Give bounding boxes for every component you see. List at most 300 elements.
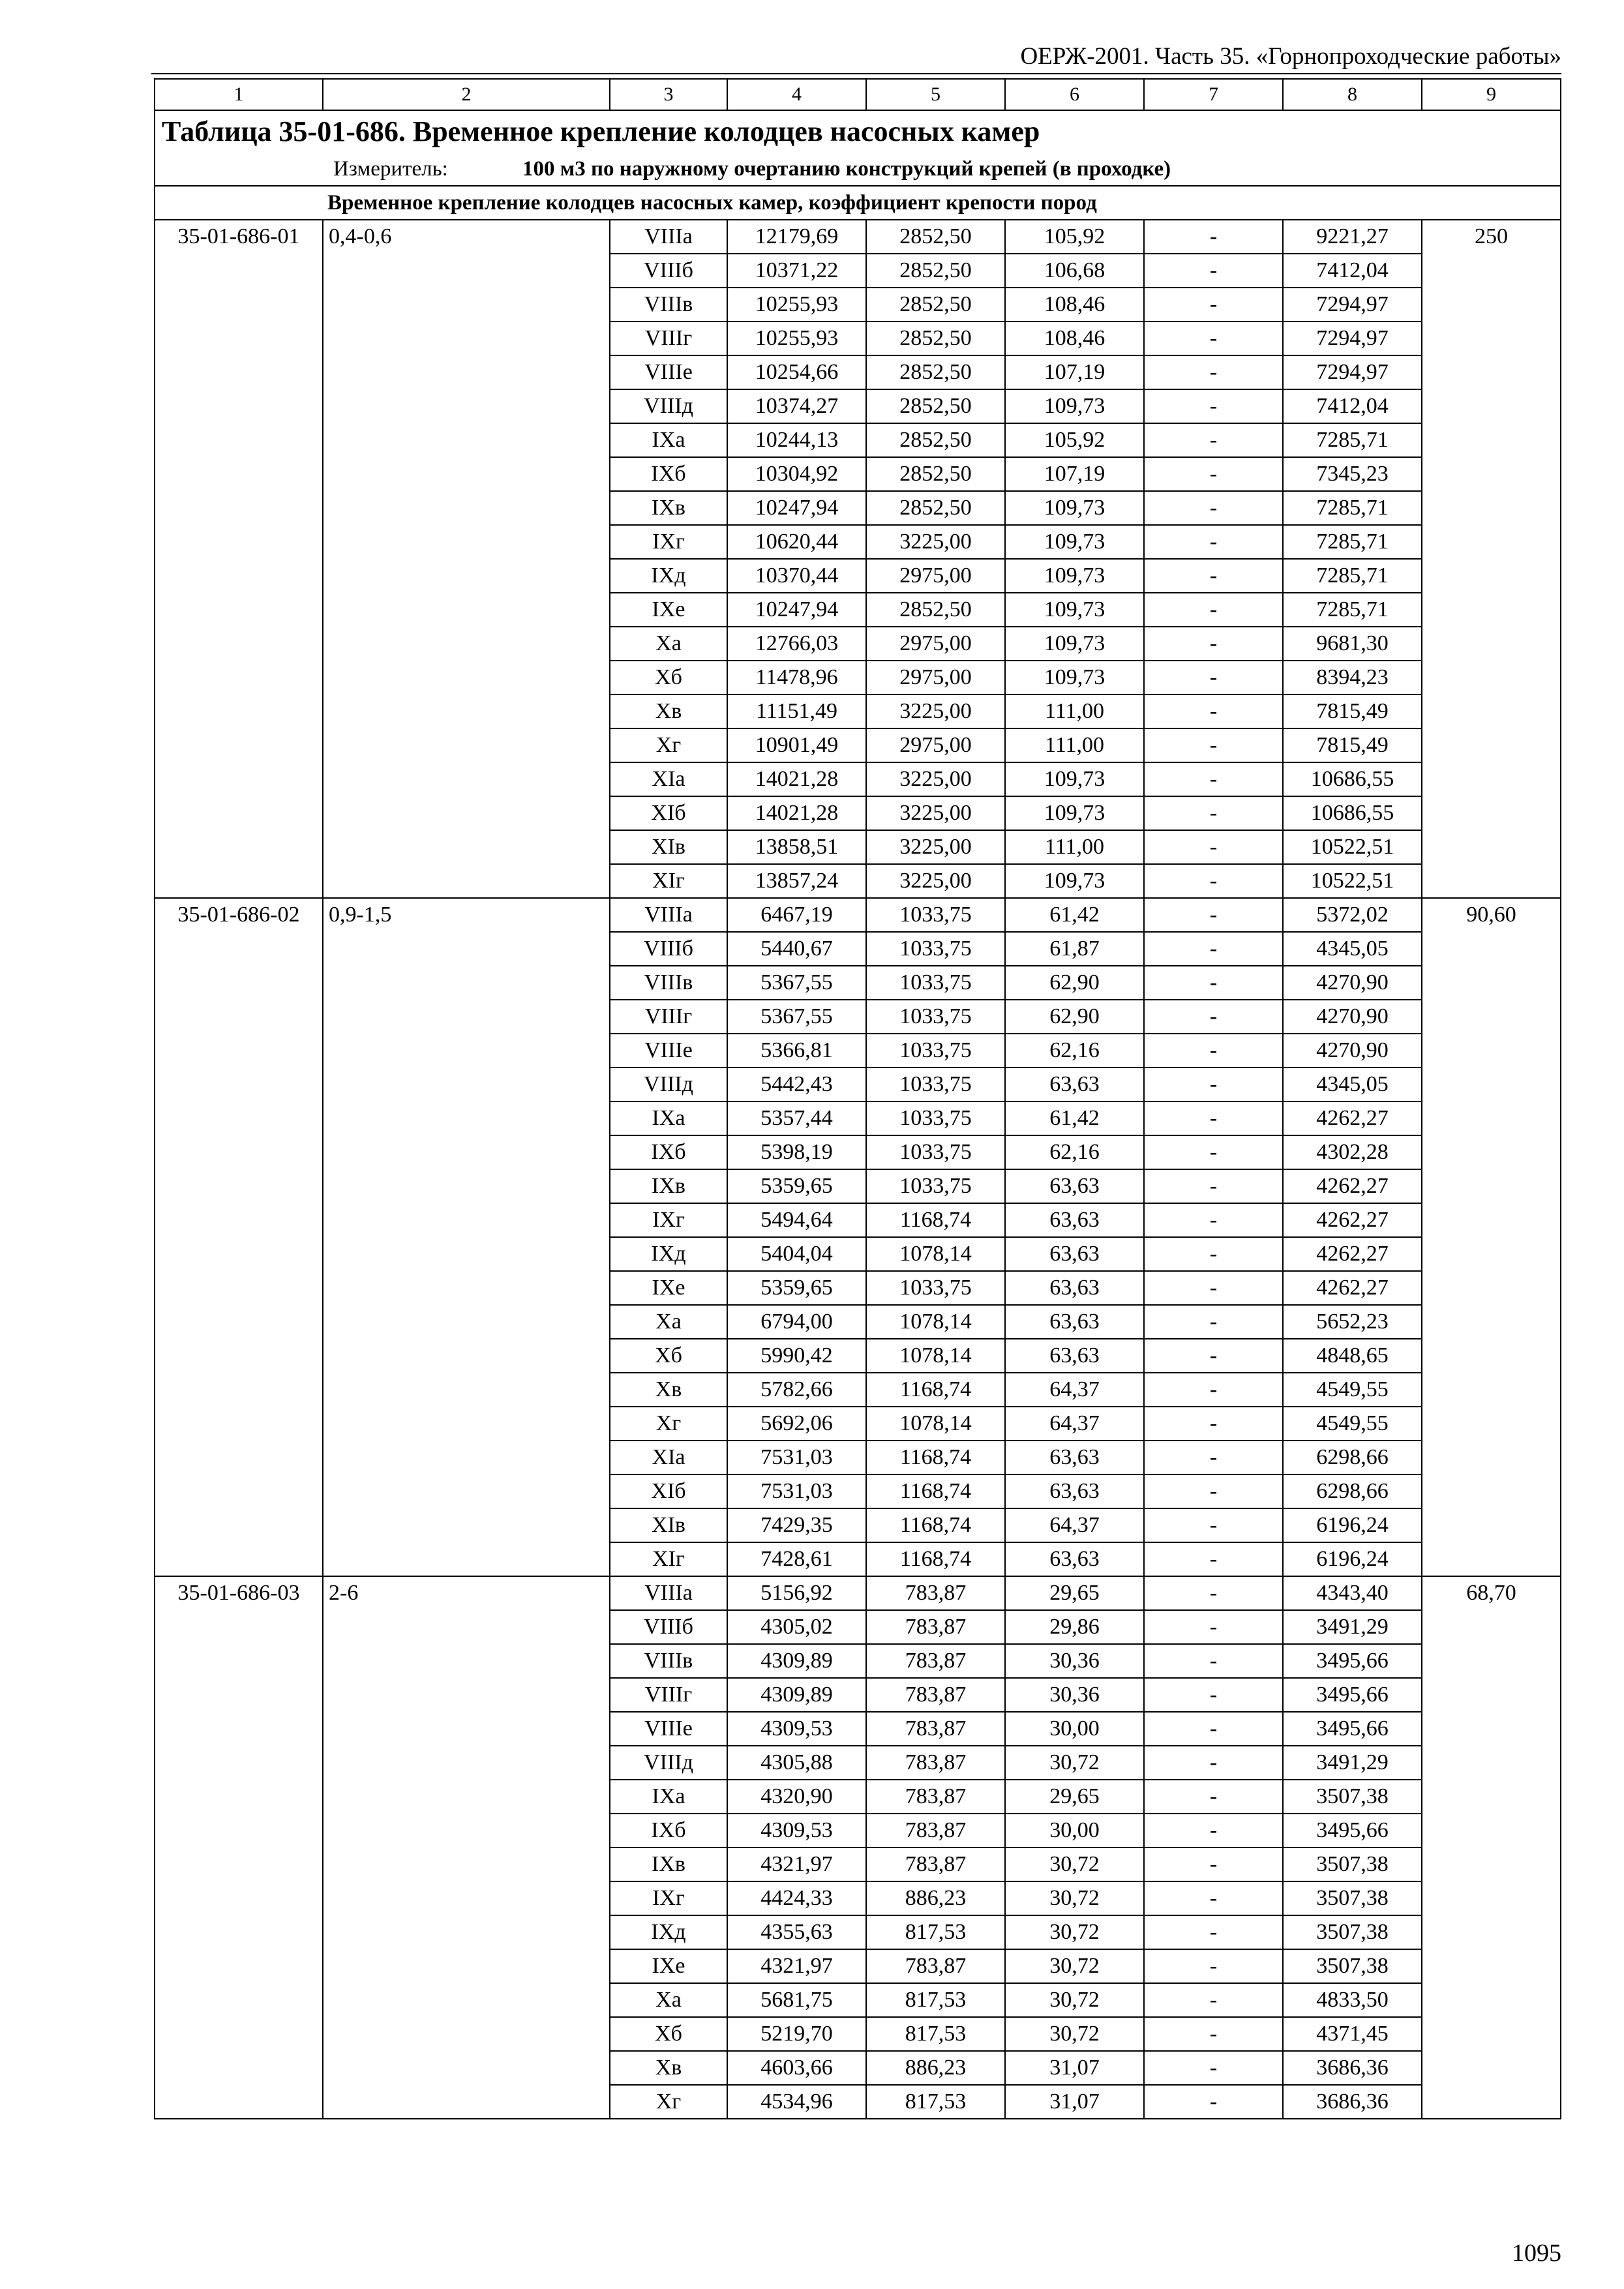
machinist-wages: - [1144,627,1283,661]
rock-category: IXе [610,593,727,627]
rock-category: IXг [610,525,727,559]
labor-wages: 2975,00 [866,728,1005,762]
machine-costs: 30,72 [1005,1848,1144,1881]
machine-costs: 62,16 [1005,1135,1144,1169]
machinist-wages: - [1144,525,1283,559]
direct-costs: 12179,69 [727,220,866,254]
labor-wages: 817,53 [866,1915,1005,1949]
machinist-wages: - [1144,695,1283,728]
rock-category: IXд [610,1237,727,1271]
rock-category: XIб [610,796,727,830]
direct-costs: 10620,44 [727,525,866,559]
machine-costs: 30,00 [1005,1712,1144,1746]
labor-wages: 783,87 [866,1949,1005,1983]
materials-cost: 6298,66 [1283,1441,1422,1474]
direct-costs: 4355,63 [727,1915,866,1949]
materials-cost: 10522,51 [1283,864,1422,898]
materials-cost: 9221,27 [1283,220,1422,254]
labor-wages: 1033,75 [866,1000,1005,1034]
labor-wages: 2852,50 [866,355,1005,389]
rock-category: IXа [610,1101,727,1135]
machinist-wages: - [1144,2051,1283,2085]
rock-category: IXа [610,1780,727,1814]
direct-costs: 10255,93 [727,288,866,322]
labor-wages: 1168,74 [866,1373,1005,1407]
machine-costs: 109,73 [1005,491,1144,525]
labor-wages: 2852,50 [866,389,1005,423]
machinist-wages: - [1144,796,1283,830]
machine-costs: 30,72 [1005,1983,1144,2017]
rock-category: VIIIе [610,1034,727,1068]
machinist-wages: - [1144,762,1283,796]
machine-costs: 63,63 [1005,1271,1144,1305]
machinist-wages: - [1144,1000,1283,1034]
machinist-wages: - [1144,457,1283,491]
direct-costs: 5359,65 [727,1271,866,1305]
machine-costs: 30,36 [1005,1678,1144,1712]
machinist-wages: - [1144,661,1283,695]
labor-wages: 2975,00 [866,627,1005,661]
direct-costs: 5367,55 [727,966,866,1000]
machinist-wages: - [1144,1814,1283,1848]
direct-costs: 5440,67 [727,932,866,966]
materials-cost: 7412,04 [1283,389,1422,423]
rock-category: VIIIб [610,1610,727,1644]
labor-wages: 1078,14 [866,1237,1005,1271]
direct-costs: 10374,27 [727,389,866,423]
rock-category: VIIIд [610,1068,727,1101]
rock-category: Xа [610,1983,727,2017]
labor-wages: 1168,74 [866,1474,1005,1508]
materials-cost: 4302,28 [1283,1135,1422,1169]
materials-cost: 4345,05 [1283,1068,1422,1101]
labor-wages: 1168,74 [866,1203,1005,1237]
rock-category: VIIIб [610,254,727,288]
machinist-wages: - [1144,322,1283,355]
materials-cost: 3507,38 [1283,1780,1422,1814]
machinist-wages: - [1144,1712,1283,1746]
machine-costs: 109,73 [1005,525,1144,559]
labor-wages: 2852,50 [866,254,1005,288]
column-number: 8 [1283,79,1422,110]
labor-wages: 1033,75 [866,1101,1005,1135]
direct-costs: 5782,66 [727,1373,866,1407]
direct-costs: 5219,70 [727,2017,866,2051]
rock-category: Xа [610,1305,727,1339]
column-number: 2 [323,79,610,110]
labor-wages: 1168,74 [866,1508,1005,1542]
labor-wages: 1078,14 [866,1339,1005,1373]
rock-category: Xг [610,728,727,762]
machine-costs: 106,68 [1005,254,1144,288]
materials-cost: 4833,50 [1283,1983,1422,2017]
materials-cost: 4270,90 [1283,1000,1422,1034]
labor-wages: 3225,00 [866,796,1005,830]
unit-row [155,153,1561,186]
column-number: 5 [866,79,1005,110]
rock-category: VIIIе [610,355,727,389]
machinist-wages: - [1144,1169,1283,1203]
machine-costs: 62,90 [1005,1000,1144,1034]
direct-costs: 14021,28 [727,762,866,796]
rock-category: VIIIг [610,322,727,355]
direct-costs: 4309,53 [727,1814,866,1848]
machinist-wages: - [1144,1610,1283,1644]
rate-code: 35-01-686-02 [155,898,323,1576]
machine-costs: 63,63 [1005,1068,1144,1101]
materials-cost: 7412,04 [1283,254,1422,288]
direct-costs: 4320,90 [727,1780,866,1814]
rock-category: VIIIа [610,220,727,254]
materials-cost: 3495,66 [1283,1814,1422,1848]
materials-cost: 7285,71 [1283,491,1422,525]
labor-wages: 1168,74 [866,1441,1005,1474]
rock-category: IXв [610,491,727,525]
direct-costs: 5359,65 [727,1169,866,1203]
rock-category: XIв [610,830,727,864]
materials-cost: 7815,49 [1283,728,1422,762]
machine-costs: 109,73 [1005,796,1144,830]
direct-costs: 5494,64 [727,1203,866,1237]
labor-wages: 783,87 [866,1746,1005,1780]
rock-category: Xв [610,695,727,728]
direct-costs: 4309,53 [727,1712,866,1746]
materials-cost: 3491,29 [1283,1746,1422,1780]
machine-costs: 62,90 [1005,966,1144,1000]
machine-costs: 111,00 [1005,728,1144,762]
materials-cost: 3507,38 [1283,1915,1422,1949]
machinist-wages: - [1144,254,1283,288]
direct-costs: 10244,13 [727,423,866,457]
direct-costs: 10901,49 [727,728,866,762]
machinist-wages: - [1144,1881,1283,1915]
machinist-wages: - [1144,830,1283,864]
rock-category: Xб [610,1339,727,1373]
machine-costs: 64,37 [1005,1373,1144,1407]
labor-norm: 250 [1422,220,1561,898]
labor-wages: 3225,00 [866,830,1005,864]
direct-costs: 12766,03 [727,627,866,661]
table-row [155,1576,1561,1610]
labor-wages: 2852,50 [866,288,1005,322]
labor-wages: 2975,00 [866,559,1005,593]
labor-wages: 1033,75 [866,1271,1005,1305]
machine-costs: 30,72 [1005,1915,1144,1949]
rock-category: IXг [610,1203,727,1237]
machinist-wages: - [1144,1441,1283,1474]
header-rule [151,73,1561,74]
machinist-wages: - [1144,355,1283,389]
rates-table [154,78,1561,2119]
direct-costs: 4305,02 [727,1610,866,1644]
machinist-wages: - [1144,1373,1283,1407]
machinist-wages: - [1144,389,1283,423]
table-title: Таблица 35-01-686. Временное крепление колодцев насосных камер [155,110,1561,153]
machine-costs: 30,72 [1005,1881,1144,1915]
direct-costs: 10247,94 [727,491,866,525]
materials-cost: 6298,66 [1283,1474,1422,1508]
labor-wages: 2852,50 [866,220,1005,254]
hardness-coefficient: 0,4-0,6 [323,220,610,898]
machinist-wages: - [1144,1644,1283,1678]
rock-category: IXб [610,1814,727,1848]
machinist-wages: - [1144,1848,1283,1881]
machinist-wages: - [1144,1237,1283,1271]
rock-category: VIIIв [610,1644,727,1678]
direct-costs: 5404,04 [727,1237,866,1271]
machine-costs: 29,86 [1005,1610,1144,1644]
materials-cost: 3495,66 [1283,1644,1422,1678]
machine-costs: 111,00 [1005,695,1144,728]
machinist-wages: - [1144,898,1283,932]
direct-costs: 10254,66 [727,355,866,389]
machinist-wages: - [1144,1203,1283,1237]
column-number: 4 [727,79,866,110]
materials-cost: 8394,23 [1283,661,1422,695]
rock-category: IXа [610,423,727,457]
labor-norm: 68,70 [1422,1576,1561,2119]
materials-cost: 4345,05 [1283,932,1422,966]
machine-costs: 30,72 [1005,1949,1144,1983]
labor-wages: 2852,50 [866,423,1005,457]
machine-costs: 63,63 [1005,1474,1144,1508]
labor-wages: 1168,74 [866,1542,1005,1576]
machinist-wages: - [1144,1576,1283,1610]
rock-category: IXв [610,1848,727,1881]
machine-costs: 109,73 [1005,864,1144,898]
materials-cost: 3495,66 [1283,1678,1422,1712]
machinist-wages: - [1144,491,1283,525]
direct-costs: 6467,19 [727,898,866,932]
machine-costs: 109,73 [1005,593,1144,627]
machine-costs: 61,42 [1005,898,1144,932]
direct-costs: 5366,81 [727,1034,866,1068]
machinist-wages: - [1144,1474,1283,1508]
materials-cost: 7294,97 [1283,322,1422,355]
machinist-wages: - [1144,1678,1283,1712]
materials-cost: 4270,90 [1283,966,1422,1000]
rock-category: IXе [610,1271,727,1305]
section-title: Временное крепление колодцев насосных камер, коэффициент крепости пород [155,186,1561,220]
labor-wages: 2975,00 [866,661,1005,695]
materials-cost: 7285,71 [1283,593,1422,627]
materials-cost: 10686,55 [1283,796,1422,830]
labor-wages: 3225,00 [866,525,1005,559]
materials-cost: 7294,97 [1283,355,1422,389]
direct-costs: 4305,88 [727,1746,866,1780]
materials-cost: 7285,71 [1283,525,1422,559]
machinist-wages: - [1144,1542,1283,1576]
machine-costs: 30,36 [1005,1644,1144,1678]
rock-category: XIв [610,1508,727,1542]
machinist-wages: - [1144,932,1283,966]
direct-costs: 4603,66 [727,2051,866,2085]
direct-costs: 4424,33 [727,1881,866,1915]
materials-cost: 4343,40 [1283,1576,1422,1610]
materials-cost: 5652,23 [1283,1305,1422,1339]
direct-costs: 10247,94 [727,593,866,627]
materials-cost: 4270,90 [1283,1034,1422,1068]
column-number: 6 [1005,79,1144,110]
materials-cost: 4848,65 [1283,1339,1422,1373]
machinist-wages: - [1144,423,1283,457]
machinist-wages: - [1144,2085,1283,2119]
rock-category: Xб [610,2017,727,2051]
machinist-wages: - [1144,2017,1283,2051]
machine-costs: 107,19 [1005,355,1144,389]
rate-code: 35-01-686-01 [155,220,323,898]
materials-cost: 3491,29 [1283,1610,1422,1644]
labor-wages: 1033,75 [866,898,1005,932]
rock-category: XIб [610,1474,727,1508]
direct-costs: 5367,55 [727,1000,866,1034]
labor-wages: 1033,75 [866,1169,1005,1203]
labor-wages: 783,87 [866,1576,1005,1610]
materials-cost: 3507,38 [1283,1949,1422,1983]
materials-cost: 10522,51 [1283,830,1422,864]
direct-costs: 7428,61 [727,1542,866,1576]
labor-wages: 1033,75 [866,966,1005,1000]
unit-label: Измеритель: [333,157,448,181]
machinist-wages: - [1144,220,1283,254]
machine-costs: 29,65 [1005,1576,1144,1610]
direct-costs: 13858,51 [727,830,866,864]
labor-wages: 783,87 [866,1610,1005,1644]
labor-wages: 1033,75 [866,1034,1005,1068]
machine-costs: 63,63 [1005,1237,1144,1271]
rock-category: IXе [610,1949,727,1983]
materials-cost: 4262,27 [1283,1237,1422,1271]
labor-wages: 783,87 [866,1848,1005,1881]
direct-costs: 10304,92 [727,457,866,491]
machine-costs: 63,63 [1005,1441,1144,1474]
machinist-wages: - [1144,1135,1283,1169]
materials-cost: 7285,71 [1283,423,1422,457]
labor-wages: 2852,50 [866,322,1005,355]
labor-wages: 1033,75 [866,932,1005,966]
rock-category: IXг [610,1881,727,1915]
page-number: 1095 [1512,2239,1561,2267]
materials-cost: 5372,02 [1283,898,1422,932]
column-number-row [155,79,1561,110]
labor-wages: 3225,00 [866,864,1005,898]
direct-costs: 6794,00 [727,1305,866,1339]
rock-category: IXд [610,1915,727,1949]
hardness-coefficient: 2-6 [323,1576,610,2119]
materials-cost: 4262,27 [1283,1101,1422,1135]
column-number: 1 [155,79,323,110]
machine-costs: 61,42 [1005,1101,1144,1135]
rock-category: VIIIг [610,1678,727,1712]
direct-costs: 10255,93 [727,322,866,355]
rock-category: XIа [610,1441,727,1474]
machine-costs: 108,46 [1005,322,1144,355]
table-row [155,220,1561,254]
labor-wages: 3225,00 [866,762,1005,796]
rock-category: VIIIа [610,1576,727,1610]
machinist-wages: - [1144,288,1283,322]
running-header: ОЕРЖ-2001. Часть 35. «Горнопроходческие работы» [1020,43,1561,70]
machinist-wages: - [1144,1746,1283,1780]
labor-wages: 783,87 [866,1644,1005,1678]
rock-category: VIIIе [610,1712,727,1746]
machinist-wages: - [1144,1949,1283,1983]
direct-costs: 5681,75 [727,1983,866,2017]
direct-costs: 5156,92 [727,1576,866,1610]
materials-cost: 6196,24 [1283,1508,1422,1542]
machine-costs: 62,16 [1005,1034,1144,1068]
materials-cost: 7345,23 [1283,457,1422,491]
machine-costs: 63,63 [1005,1542,1144,1576]
direct-costs: 14021,28 [727,796,866,830]
labor-wages: 1078,14 [866,1407,1005,1441]
rock-category: VIIIг [610,1000,727,1034]
labor-wages: 1033,75 [866,1135,1005,1169]
materials-cost: 4262,27 [1283,1271,1422,1305]
machinist-wages: - [1144,1068,1283,1101]
machinist-wages: - [1144,593,1283,627]
rock-category: XIг [610,1542,727,1576]
machine-costs: 64,37 [1005,1508,1144,1542]
machine-costs: 63,63 [1005,1203,1144,1237]
direct-costs: 5692,06 [727,1407,866,1441]
rock-category: Xв [610,2051,727,2085]
labor-wages: 886,23 [866,1881,1005,1915]
machine-costs: 63,63 [1005,1305,1144,1339]
labor-wages: 817,53 [866,2017,1005,2051]
rock-category: VIIIд [610,389,727,423]
unit-value: 100 м3 по наружному очертанию конструкций крепей (в проходке) [522,157,1171,181]
rock-category: Xв [610,1373,727,1407]
direct-costs: 11151,49 [727,695,866,728]
direct-costs: 10370,44 [727,559,866,593]
machine-costs: 30,72 [1005,2017,1144,2051]
machine-costs: 31,07 [1005,2051,1144,2085]
materials-cost: 4549,55 [1283,1373,1422,1407]
table-row [155,898,1561,932]
machine-costs: 31,07 [1005,2085,1144,2119]
materials-cost: 3686,36 [1283,2085,1422,2119]
materials-cost: 4262,27 [1283,1203,1422,1237]
rock-category: VIIIв [610,288,727,322]
column-number: 7 [1144,79,1283,110]
materials-cost: 4371,45 [1283,2017,1422,2051]
machine-costs: 109,73 [1005,762,1144,796]
machinist-wages: - [1144,1101,1283,1135]
labor-wages: 783,87 [866,1814,1005,1848]
rock-category: VIIIа [610,898,727,932]
direct-costs: 5398,19 [727,1135,866,1169]
materials-cost: 9681,30 [1283,627,1422,661]
machinist-wages: - [1144,1271,1283,1305]
hardness-coefficient: 0,9-1,5 [323,898,610,1576]
machinist-wages: - [1144,1339,1283,1373]
labor-wages: 817,53 [866,2085,1005,2119]
labor-wages: 3225,00 [866,695,1005,728]
machinist-wages: - [1144,1780,1283,1814]
labor-wages: 817,53 [866,1983,1005,2017]
machine-costs: 105,92 [1005,423,1144,457]
materials-cost: 7815,49 [1283,695,1422,728]
rock-category: VIIIб [610,932,727,966]
machine-costs: 109,73 [1005,627,1144,661]
direct-costs: 5990,42 [727,1339,866,1373]
machine-costs: 109,73 [1005,661,1144,695]
labor-norm: 90,60 [1422,898,1561,1576]
direct-costs: 4321,97 [727,1949,866,1983]
rock-category: VIIIд [610,1746,727,1780]
direct-costs: 4309,89 [727,1678,866,1712]
